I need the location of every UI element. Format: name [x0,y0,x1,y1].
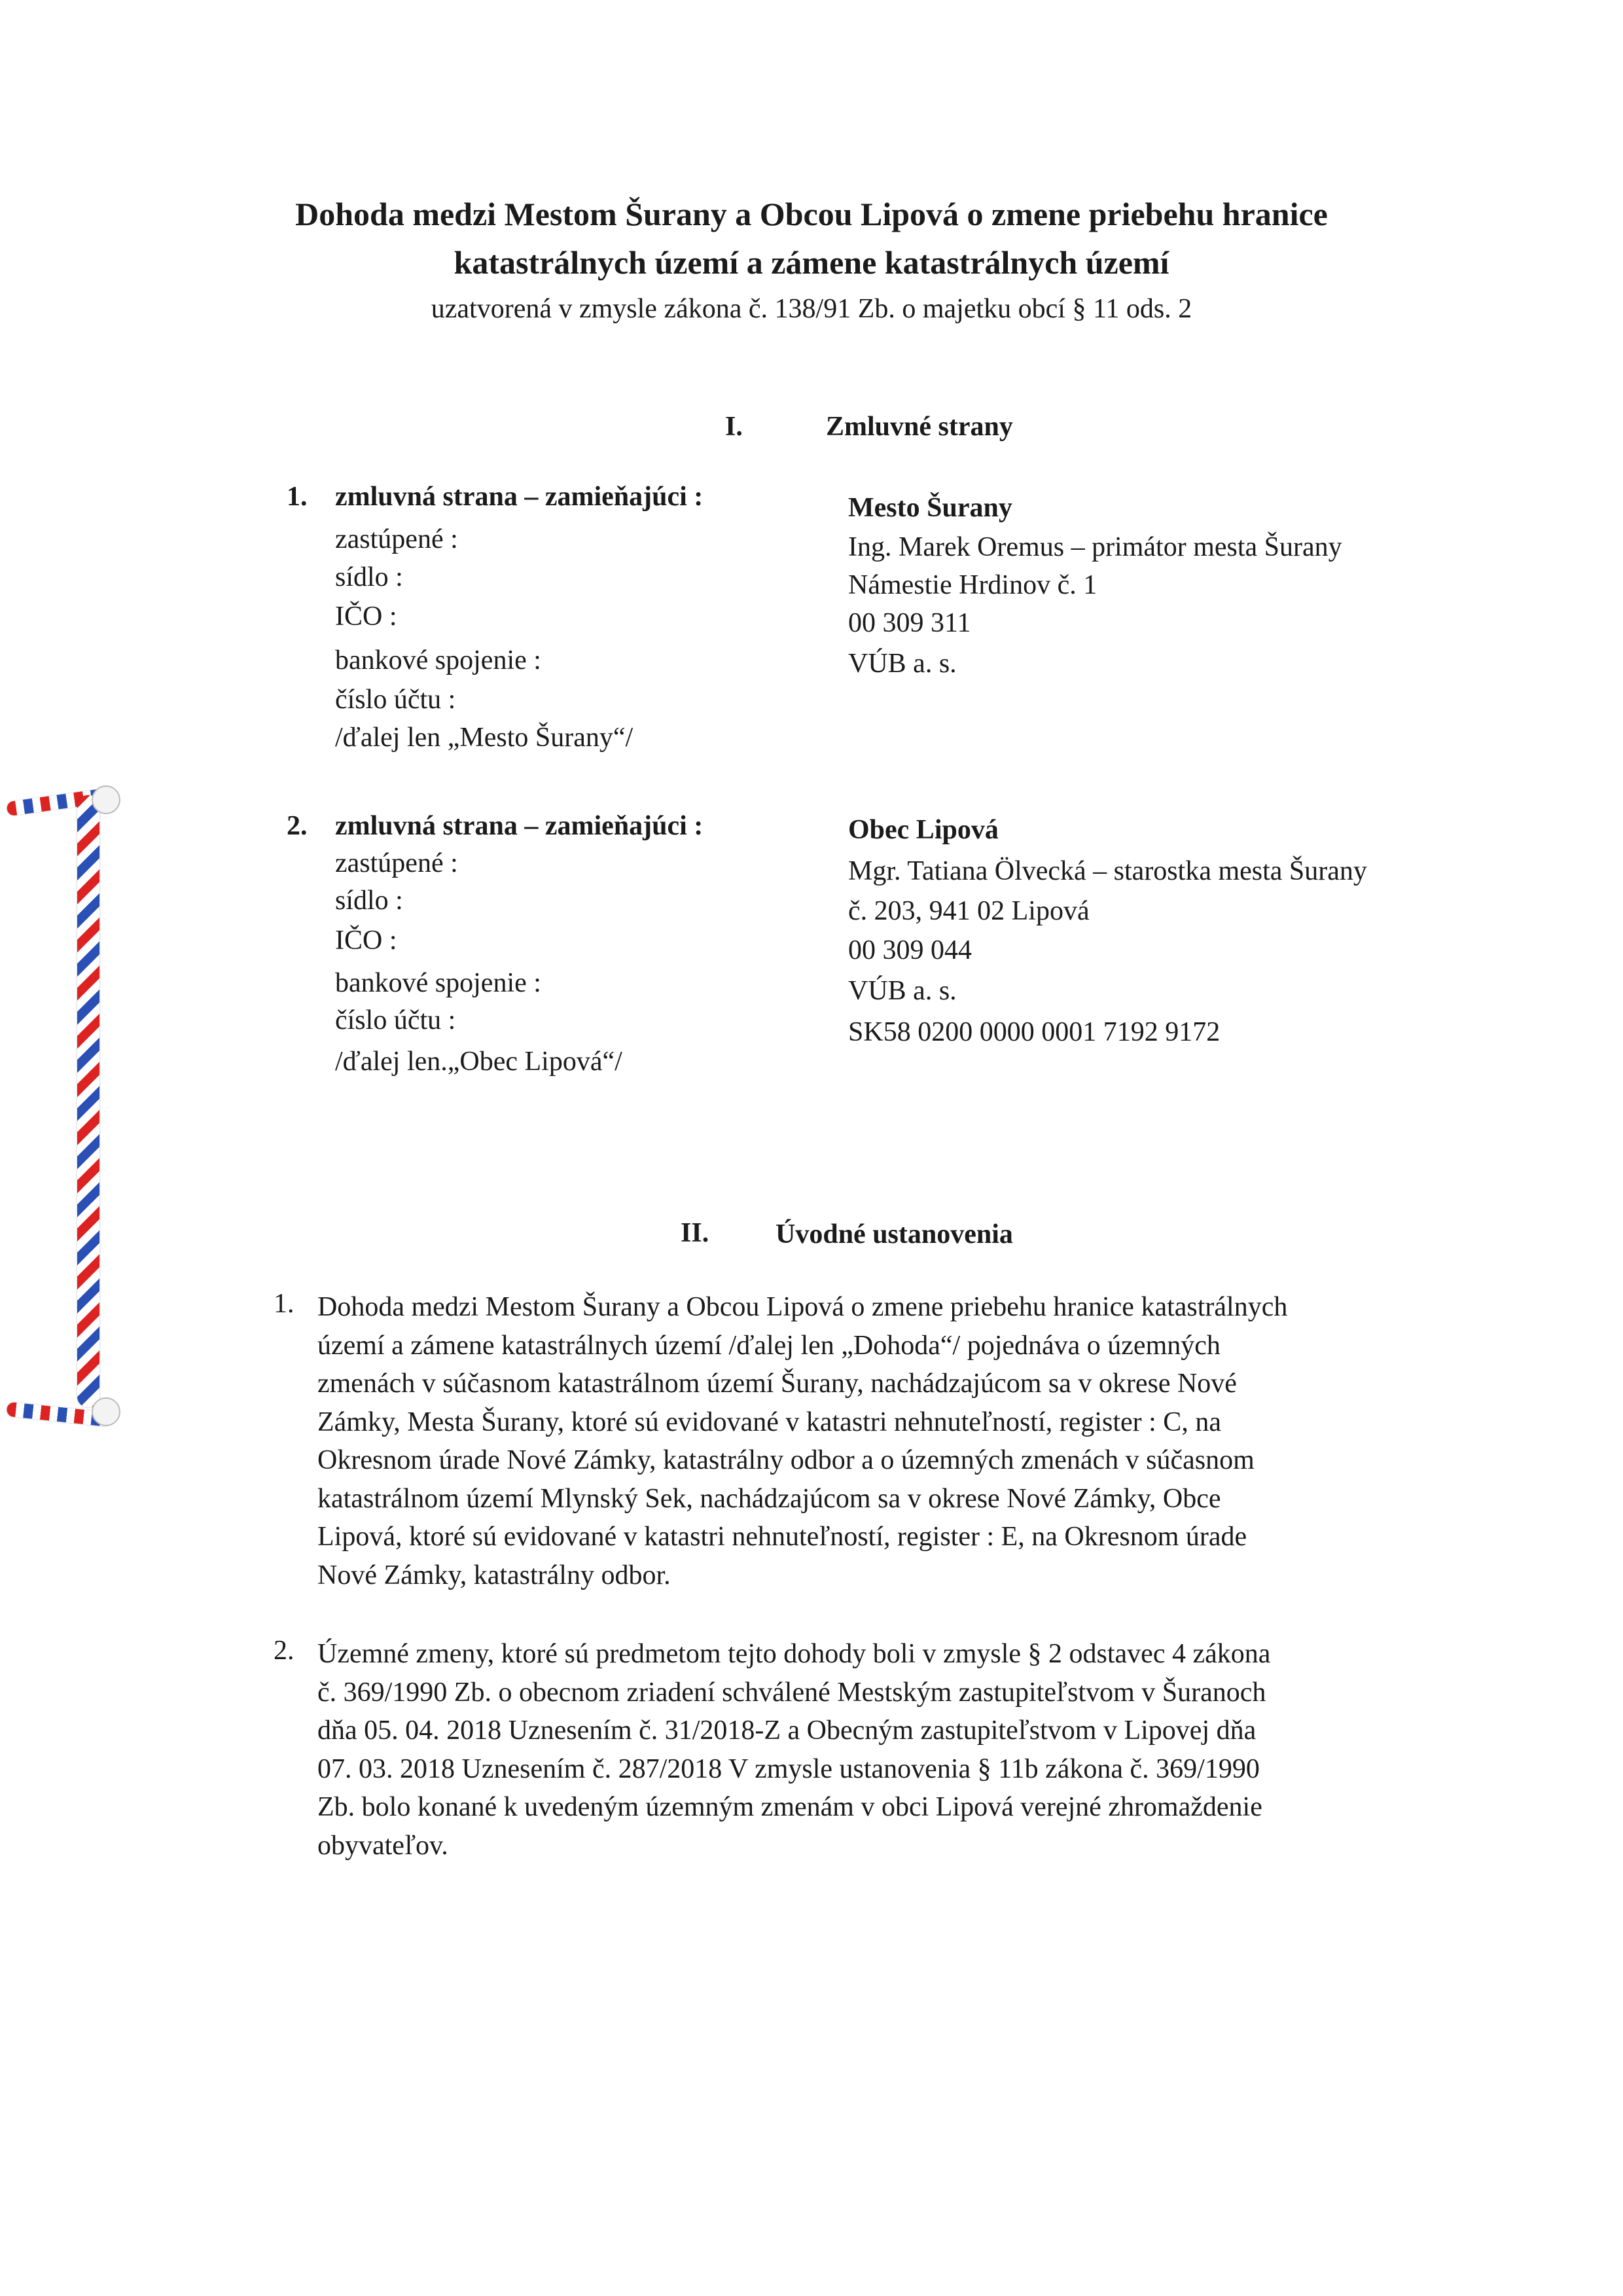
paragraph-line: Lipová, ktoré sú evidované v katastri nehnuteľností, register : E, na Okresnom úrade [317,1522,1247,1552]
paragraph-line: Nové Zámky, katastrálny odbor. [317,1560,671,1590]
field-value: Námestie Hrdinov č. 1 [848,570,1097,600]
field-label: IČO : [335,925,397,956]
section-number: I. [725,412,743,442]
paragraph-line: katastrálnom území Mlynský Sek, nachádzajúcom sa v okrese Nové Zámky, Obce [317,1483,1221,1514]
field-value: 00 309 044 [848,935,972,965]
paragraph-line: Zámky, Mesta Šurany, ktoré sú evidované v katastri nehnuteľností, register : C, na [317,1407,1221,1437]
section-title: Úvodné ustanovenia [776,1219,1013,1249]
paragraph-line: 07. 03. 2018 Uznesením č. 287/2018 V zmysle ustanovenia § 11b zákona č. 369/1990 [317,1753,1260,1784]
paragraph-line: č. 369/1990 Zb. o obecnom zriadení schválené Mestským zastupiteľstvom v Šuranoch [317,1677,1266,1708]
field-label: zastúpené : [335,848,458,878]
paragraph-line: území a zámene katastrálnych území /ďalej len „Dohoda“/ pojednáva o územných [317,1330,1221,1361]
field-value: 00 309 311 [848,608,971,638]
field-label: bankové spojenie : [335,645,541,675]
field-value: VÚB a. s. [848,649,957,679]
paragraph-line: dňa 05. 04. 2018 Uznesením č. 31/2018-Z a Obecným zastupiteľstvom v Lipovej dňa [317,1715,1257,1746]
field-value: SK58 0200 0000 0001 7192 9172 [848,1017,1221,1047]
document-title-line1: Dohoda medzi Mestom Šurany a Obcou Lipová o zmene priebehu hranice [295,196,1328,232]
paragraph-number: 1. [274,1289,294,1319]
paragraph-line: Územné zmeny, ktoré sú predmetom tejto dohody boli v zmysle § 2 odstavec 4 zákona [317,1639,1271,1669]
party-number: 2. [287,811,308,841]
document-subtitle: uzatvorená v zmysle zákona č. 138/91 Zb. o majetku obcí § 11 ods. 2 [431,294,1192,324]
punch-hole [92,785,120,814]
document-title-line2: katastrálnych území a zámene katastrálnych území [454,244,1169,281]
alias-label: /ďalej len.„Obec Lipová“/ [335,1047,622,1077]
alias-label: /ďalej len „Mesto Šurany“/ [335,723,633,753]
field-label: IČO : [335,601,397,632]
field-label: číslo účtu : [335,685,456,715]
field-label: číslo účtu : [335,1005,456,1035]
field-label: sídlo : [335,886,403,916]
party-label: zmluvná strana – zamieňajúci : [335,482,704,512]
paragraph-line: zmenách v súčasnom katastrálnom území Šurany, nachádzajúcom sa v okrese Nové [317,1369,1237,1399]
section-number: II. [681,1218,709,1248]
binding-cord [77,795,99,1407]
field-value: Mgr. Tatiana Ölvecká – starostka mesta Šurany [848,856,1367,886]
party-name: Obec Lipová [848,815,999,845]
paragraph [317,1288,1459,1594]
paragraph-line: Zb. bolo konané k uvedeným územným zmenám v obci Lipová verejné zhromaždenie [317,1792,1262,1822]
field-label: bankové spojenie : [335,968,541,998]
paragraph-number: 2. [274,1636,294,1666]
paragraph-line: obyvateľov. [317,1830,448,1861]
field-label: sídlo : [335,562,403,592]
paragraph-line: Okresnom úrade Nové Zámky, katastrálny odbor a o územných zmenách v súčasnom [317,1445,1255,1475]
party-name: Mesto Šurany [848,493,1012,523]
paragraph [317,1635,1459,1865]
section-title: Zmluvné strany [826,412,1013,442]
field-value: č. 203, 941 02 Lipová [848,896,1090,926]
field-label: zastúpené : [335,524,458,554]
party-label: zmluvná strana – zamieňajúci : [335,811,704,841]
punch-hole [92,1397,120,1426]
party-number: 1. [287,482,308,512]
field-value: Ing. Marek Oremus – primátor mesta Šurany [848,532,1342,562]
field-value: VÚB a. s. [848,976,957,1006]
paragraph-line: Dohoda medzi Mestom Šurany a Obcou Lipová o zmene priebehu hranice katastrálnych [317,1292,1288,1322]
